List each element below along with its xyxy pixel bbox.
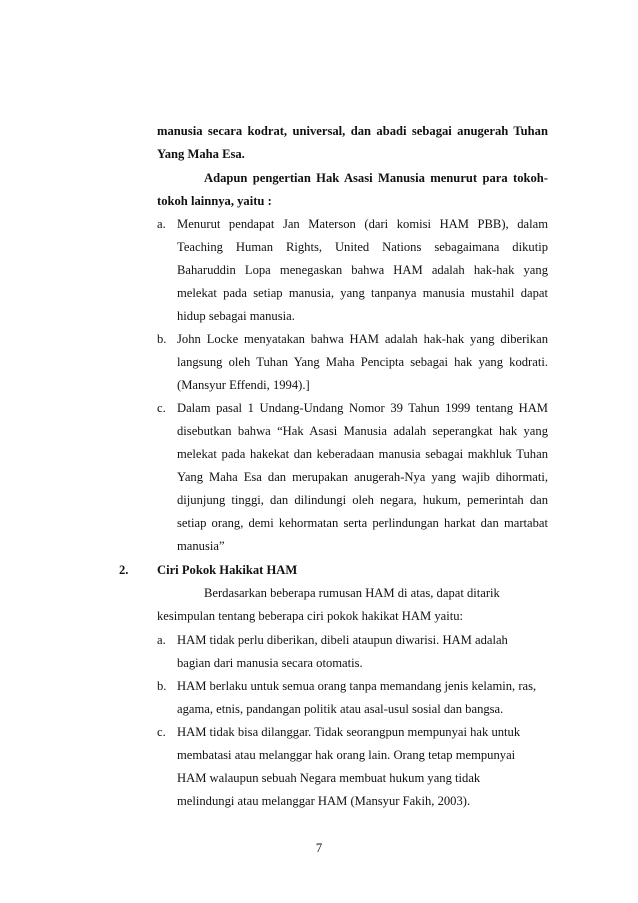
list-item-line: melekat pada setiap manusia, yang tanpanya manusia mustahil dapat: [177, 286, 548, 300]
list-item-line: disebutkan bahwa “Hak Asasi Manusia adalah seperangkat hak yang: [177, 424, 548, 438]
list-item-line: John Locke menyatakan bahwa HAM adalah hak-hak yang diberikan: [177, 332, 548, 346]
section-para-line-2: kesimpulan tentang beberapa ciri pokok hakikat HAM yaitu:: [157, 609, 464, 623]
list-item-label: b.: [157, 332, 167, 346]
list-item-label: a.: [157, 217, 166, 231]
list-item-line: dijunjung tinggi, dan dilindungi oleh negara, hukum, pemerintah dan: [177, 493, 548, 507]
section-para-line-1: Berdasarkan beberapa rumusan HAM di atas, dapat ditarik: [204, 586, 500, 600]
list-item-line: HAM tidak perlu diberikan, dibeli ataupun diwarisi. HAM adalah: [177, 633, 508, 647]
list-item-line: langsung oleh Tuhan Yang Maha Pencipta sebagai hak yang kodrati.: [177, 355, 548, 369]
section-number: 2.: [119, 563, 129, 577]
list-item-line: HAM walaupun sebuah Negara membuat hukum yang tidak: [177, 771, 481, 785]
page-number: 7: [315, 841, 323, 855]
list-item-line: hidup sebagai manusia.: [177, 309, 295, 323]
list-item-line: melindungi atau melanggar HAM (Mansyur Fakih, 2003).: [177, 794, 471, 808]
list-item-label: a.: [157, 633, 166, 647]
list-item-line: melekat pada hakekat dan keberadaan manusia sebagai makhluk Tuhan: [177, 447, 548, 461]
list-item-line: Teaching Human Rights, United Nations sebagaimana dikutip: [177, 240, 548, 254]
list-item-line: membatasi atau melanggar hak orang lain. Orang tetap mempunyai: [177, 748, 516, 762]
list-item-line: agama, etnis, pandangan politik atau asal-usul sosial dan bangsa.: [177, 702, 504, 716]
list-item-line: Baharuddin Lopa menegaskan bahwa HAM adalah hak-hak yang: [177, 263, 548, 277]
list-item-line: setiap orang, demi kehormatan serta perlindungan harkat dan martabat: [177, 516, 548, 530]
list-item-line: Yang Maha Esa dan merupakan anugerah-Nya yang wajib dihormati,: [177, 470, 548, 484]
list-item-line: manusia”: [177, 539, 225, 553]
list-item-label: c.: [157, 725, 166, 739]
list-item-line: HAM tidak bisa dilanggar. Tidak seorangpun mempunyai hak untuk: [177, 725, 521, 739]
list-item-line: Dalam pasal 1 Undang-Undang Nomor 39 Tahun 1999 tentang HAM: [177, 401, 548, 415]
list-item-label: b.: [157, 679, 167, 693]
intro-line-1: manusia secara kodrat, universal, dan abadi sebagai anugerah Tuhan: [157, 124, 548, 138]
intro-line-2: Yang Maha Esa.: [157, 147, 245, 161]
list-item-line: (Mansyur Effendi, 1994).]: [177, 378, 310, 392]
list-item-line: Menurut pendapat Jan Materson (dari komisi HAM PBB), dalam: [177, 217, 548, 231]
para-line-1: Adapun pengertian Hak Asasi Manusia menurut para tokoh-: [204, 171, 548, 185]
list-item-line: HAM berlaku untuk semua orang tanpa memandang jenis kelamin, ras,: [177, 679, 537, 693]
para-line-2: tokoh lainnya, yaitu :: [157, 194, 272, 208]
section-title: Ciri Pokok Hakikat HAM: [157, 563, 298, 577]
list-item-label: c.: [157, 401, 166, 415]
list-item-line: bagian dari manusia secara otomatis.: [177, 656, 363, 670]
